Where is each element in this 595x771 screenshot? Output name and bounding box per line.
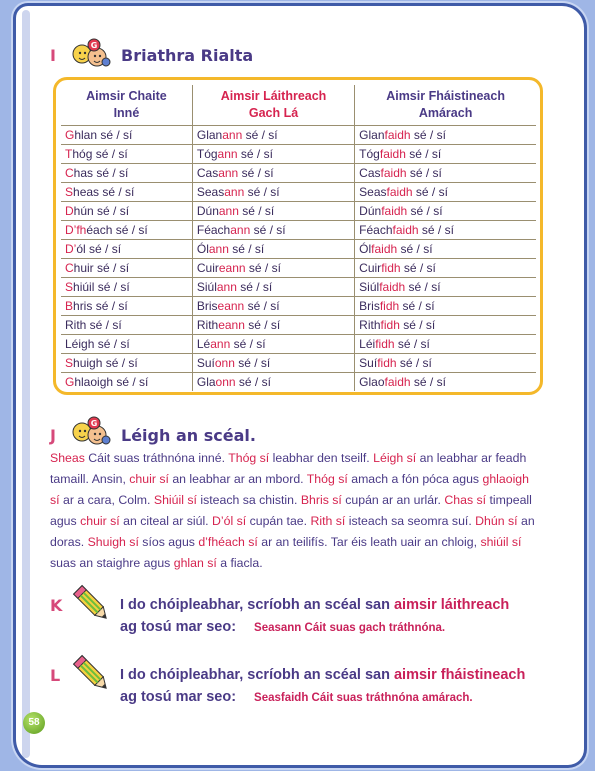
table-cell: D’fhéach sé / sí bbox=[61, 221, 192, 240]
task-k-example: Seasann Cáit suas gach tráthnóna. bbox=[254, 622, 446, 634]
table-cell: Féachann sé / sí bbox=[192, 221, 354, 240]
page-number: 58 bbox=[23, 712, 45, 734]
children-group-icon bbox=[70, 38, 112, 72]
table-row bbox=[61, 278, 536, 297]
table-cell: Casann sé / sí bbox=[192, 164, 354, 183]
table-row bbox=[61, 316, 536, 335]
table-row bbox=[61, 183, 536, 202]
table-cell: Tógann sé / sí bbox=[192, 145, 354, 164]
table-cell: Tógfaidh sé / sí bbox=[355, 145, 536, 164]
table-cell: D’ól sé / sí bbox=[61, 240, 192, 259]
table-cell: Cuirfidh sé / sí bbox=[355, 259, 536, 278]
table-cell: Brisfidh sé / sí bbox=[355, 297, 536, 316]
table-cell: Glanfaidh sé / sí bbox=[355, 126, 536, 145]
svg-text:G: G bbox=[90, 419, 98, 428]
table-cell: Sheas sé / sí bbox=[61, 183, 192, 202]
table-cell: Suífidh sé / sí bbox=[355, 354, 536, 373]
table-row bbox=[61, 164, 536, 183]
table-row bbox=[61, 202, 536, 221]
col-header-past: Aimsir Chaite Inné bbox=[61, 85, 192, 126]
table-cell: Léifidh sé / sí bbox=[355, 335, 536, 354]
table-cell: Glanann sé / sí bbox=[192, 126, 354, 145]
table-cell: Léigh sé / sí bbox=[61, 335, 192, 354]
section-i-title: Briathra Rialta bbox=[121, 46, 254, 65]
section-i-letter: I bbox=[50, 46, 56, 65]
table-cell: Ghlaoigh sé / sí bbox=[61, 373, 192, 392]
task-l: I do chóipleabhar, scríobh an scéal san aimsir fháistineach ag tosú mar seo: Seasfaidh Cáit suas tráthnóna amárach. bbox=[120, 667, 526, 705]
pencil-icon bbox=[70, 582, 114, 626]
table-cell: Chas sé / sí bbox=[61, 164, 192, 183]
table-cell: Dúnfaidh sé / sí bbox=[355, 202, 536, 221]
table-cell: Casfaidh sé / sí bbox=[355, 164, 536, 183]
section-l-letter: L bbox=[50, 666, 61, 685]
table-cell: Glaofaidh sé / sí bbox=[355, 373, 536, 392]
table-cell: Ritheann sé / sí bbox=[192, 316, 354, 335]
page-margin-rail bbox=[22, 10, 30, 758]
table-row bbox=[61, 335, 536, 354]
col-header-present: Aimsir Láithreach Gach Lá bbox=[192, 85, 354, 126]
table-cell: Ólfaidh sé / sí bbox=[355, 240, 536, 259]
section-j-letter: J bbox=[50, 426, 56, 445]
table-row bbox=[61, 221, 536, 240]
table-cell: Glaonn sé / sí bbox=[192, 373, 354, 392]
table-cell: Cuireann sé / sí bbox=[192, 259, 354, 278]
task-l-example: Seasfaidh Cáit suas tráthnóna amárach. bbox=[254, 692, 473, 704]
table-row bbox=[61, 354, 536, 373]
table-cell: Rith sé / sí bbox=[61, 316, 192, 335]
table-cell: Léann sé / sí bbox=[192, 335, 354, 354]
table-cell: Dhún sé / sí bbox=[61, 202, 192, 221]
pencil-icon bbox=[70, 652, 114, 696]
table-cell: Siúlann sé / sí bbox=[192, 278, 354, 297]
table-cell: Ghlan sé / sí bbox=[61, 126, 192, 145]
verb-table-frame bbox=[53, 77, 543, 395]
table-row bbox=[61, 145, 536, 164]
table-cell: Féachfaidh sé / sí bbox=[355, 221, 536, 240]
table-row bbox=[61, 259, 536, 278]
section-j-title: Léigh an scéal. bbox=[121, 426, 256, 445]
table-row bbox=[61, 240, 536, 259]
table-cell: Bhris sé / sí bbox=[61, 297, 192, 316]
col-header-future: Aimsir Fháistineach Amárach bbox=[355, 85, 536, 126]
story-text: Sheas Cáit suas tráthnóna inné. Thóg sí leabhar den tseilf. Léigh sí an leabhar ar feadh tamaill. Ansin, chuir sí an leabhar ar an mbord. Thóg sí amach a fón póca agus ghlaoigh sí ar a cara, Colm. Shiúil sí isteach sa chistin. Bhris sí cupán ar an urlár. Chas sí timpeall agus chuir sí an citeal ar siúl. D’ól sí cupán tae. Rith sí isteach sa seomra suí. Dhún sí an doras. Shuigh sí síos agus d’fhéach sí ar an teilifís. Tar éis leath uair an chloig, shiúil sí suas an staighre agus ghlan sí a fiacla. bbox=[50, 451, 535, 570]
table-row bbox=[61, 126, 536, 145]
table-cell: Rithfidh sé / sí bbox=[355, 316, 536, 335]
table-cell: Seasfaidh sé / sí bbox=[355, 183, 536, 202]
children-group-icon bbox=[70, 416, 112, 450]
table-cell: Thóg sé / sí bbox=[61, 145, 192, 164]
table-cell: Ólann sé / sí bbox=[192, 240, 354, 259]
table-cell: Siúlfaidh sé / sí bbox=[355, 278, 536, 297]
svg-text:G: G bbox=[90, 41, 98, 50]
table-cell: Seasann sé / sí bbox=[192, 183, 354, 202]
verb-table bbox=[61, 85, 536, 391]
table-row bbox=[61, 373, 536, 392]
table-cell: Shiúil sé / sí bbox=[61, 278, 192, 297]
table-row bbox=[61, 297, 536, 316]
table-cell: Dúnann sé / sí bbox=[192, 202, 354, 221]
task-k: I do chóipleabhar, scríobh an scéal san aimsir láithreach ag tosú mar seo: Seasann Cáit suas gach tráthnóna. bbox=[120, 597, 510, 635]
table-cell: Chuir sé / sí bbox=[61, 259, 192, 278]
table-cell: Suíonn sé / sí bbox=[192, 354, 354, 373]
section-k-letter: K bbox=[50, 596, 63, 615]
table-cell: Briseann sé / sí bbox=[192, 297, 354, 316]
table-cell: Shuigh sé / sí bbox=[61, 354, 192, 373]
